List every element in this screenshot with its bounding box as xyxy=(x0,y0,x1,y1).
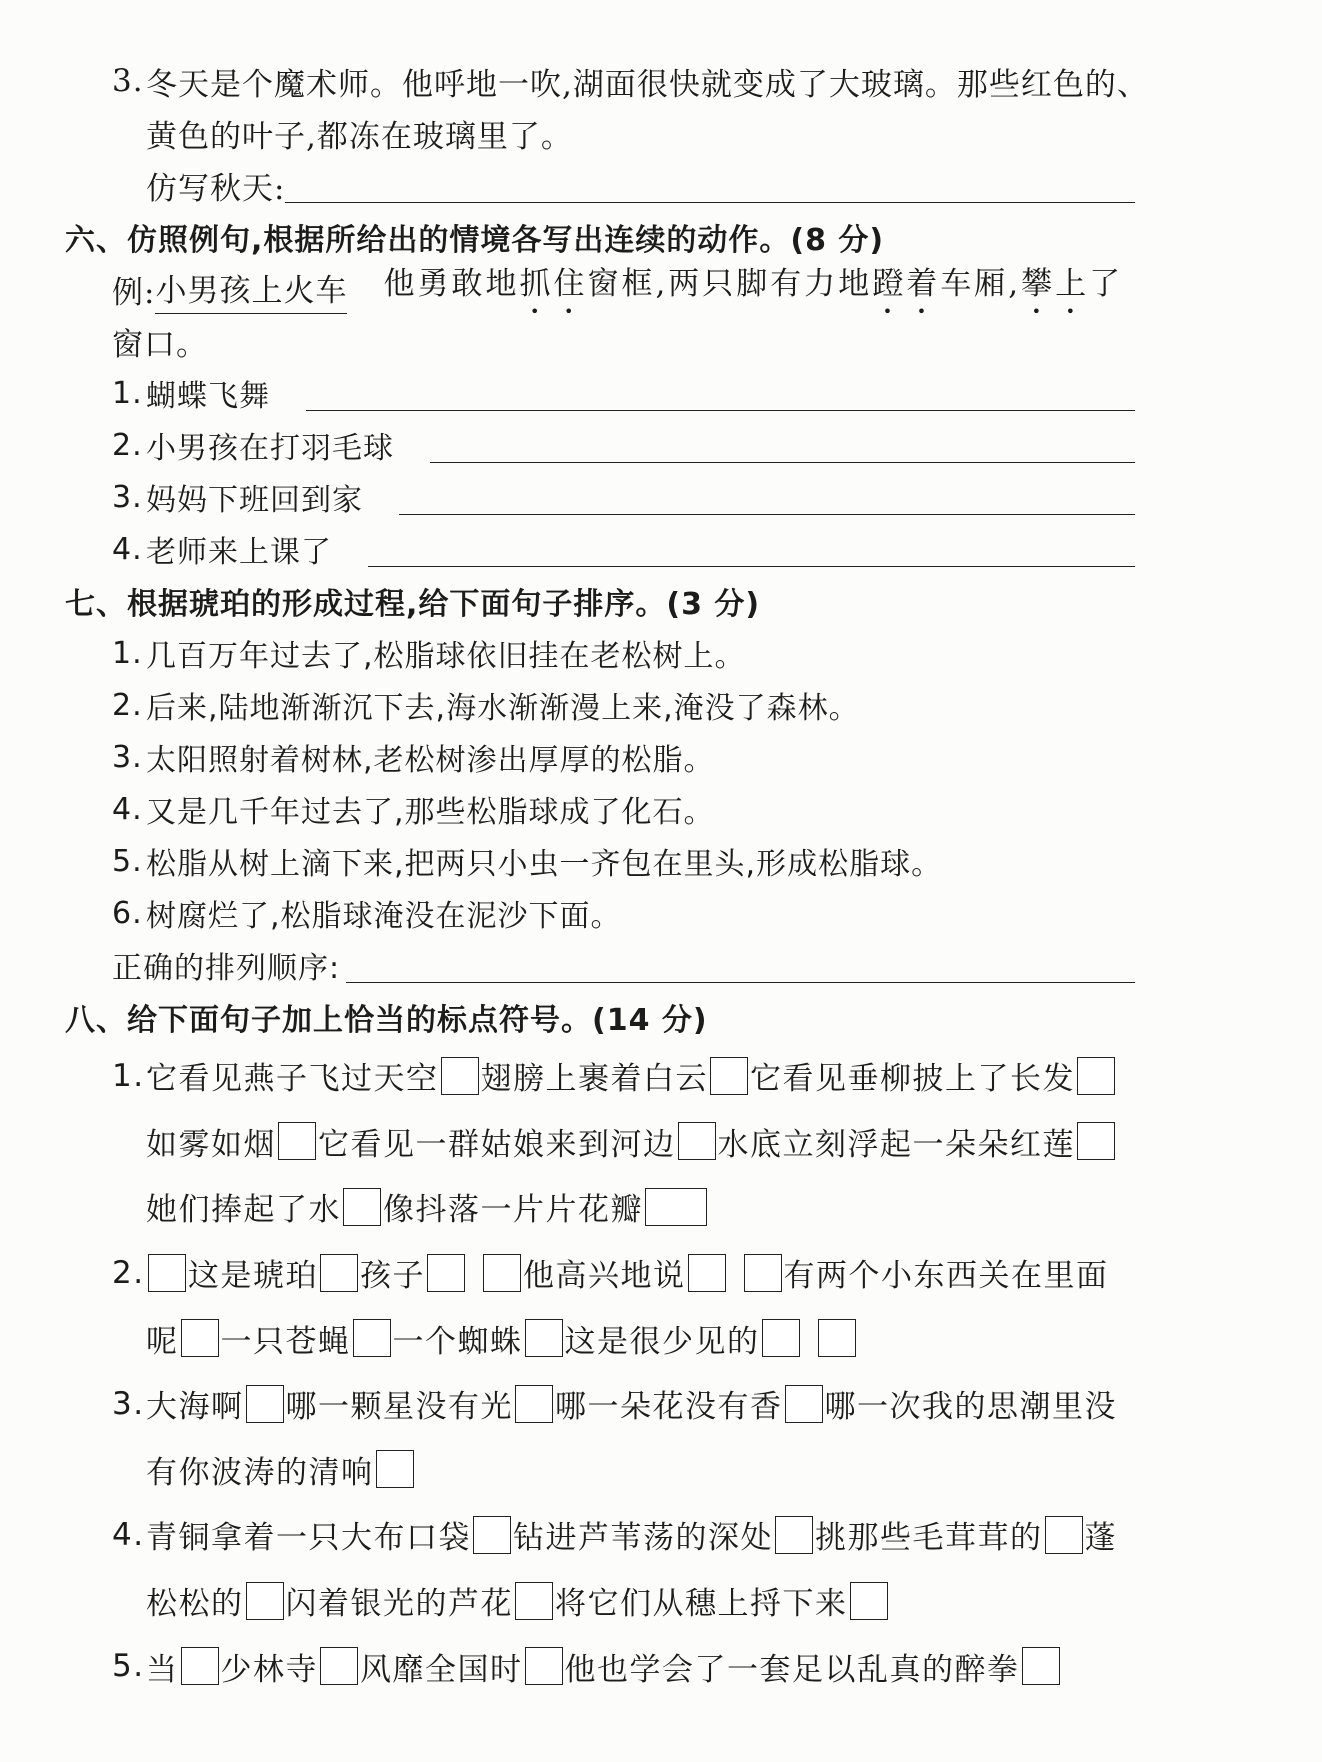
example-situation: 小男孩上火车 xyxy=(155,265,347,314)
question-text: 这是很少见的 xyxy=(564,1323,760,1360)
ordering-item xyxy=(0,679,1135,731)
punctuation-question-line xyxy=(0,1437,1220,1503)
punctuation-answer-box xyxy=(525,1647,563,1685)
item-number: 4. xyxy=(112,791,143,827)
answer-blank xyxy=(306,376,1135,411)
imitation-prompt: 仿写秋天: xyxy=(146,170,286,207)
example-text: 车厢, xyxy=(940,265,1022,302)
example-line xyxy=(0,263,1135,315)
ordering-item xyxy=(0,731,1135,783)
question-text: 水底立刻浮起一朵朵红莲 xyxy=(717,1126,1075,1163)
section-seven-title: 七、根据琥珀的形成过程,给下面句子排序。(3 分) xyxy=(65,587,761,622)
question-text: 它看见一群姑娘来到河边 xyxy=(318,1126,676,1163)
item-number: 5. xyxy=(112,843,143,879)
question-text: 如雾如烟 xyxy=(146,1126,276,1163)
punctuation-answer-box xyxy=(678,1122,716,1160)
situation-text: 蝴蝶飞舞 xyxy=(146,379,270,414)
item-number: 3. xyxy=(112,479,143,515)
answer-blank xyxy=(346,948,1135,983)
imitation-prompt-line xyxy=(0,159,1135,211)
item-number: 2. xyxy=(112,427,143,463)
punctuation-answer-box xyxy=(343,1188,381,1226)
item-number: 6. xyxy=(112,895,143,931)
punctuation-answer-box xyxy=(181,1319,219,1357)
emphasized-verb: 抓住 xyxy=(519,265,588,302)
ordering-sentence: 松脂从树上滴下来,把两只小虫一齐包在里头,形成松脂球。 xyxy=(146,847,943,882)
example-continuation-line xyxy=(0,315,1135,367)
punctuation-answer-box xyxy=(1022,1647,1060,1685)
question-text: 它看见垂柳披上了长发 xyxy=(750,1061,1075,1098)
item-number: 1. xyxy=(112,375,143,411)
situation-text: 老师来上课了 xyxy=(146,535,332,570)
question-text: 青铜拿着一只大布口袋 xyxy=(146,1520,471,1557)
question-text: 一个蜘蛛 xyxy=(392,1323,523,1360)
example-text: 窗框,两只脚有力地 xyxy=(587,265,873,302)
item-number: 2. xyxy=(112,1254,145,1291)
ordering-sentence: 后来,陆地渐渐沉下去,海水渐渐漫上来,淹没了森林。 xyxy=(146,691,860,726)
worksheet-content xyxy=(0,55,1149,1043)
punctuation-answer-box xyxy=(688,1254,726,1292)
punctuation-answer-box xyxy=(515,1582,553,1620)
punctuation-question-line xyxy=(0,1043,1220,1109)
ordering-item xyxy=(0,783,1135,835)
example-text: 他勇敢地 xyxy=(383,265,520,302)
item-number: 4. xyxy=(112,531,143,567)
question-text: 蓬 xyxy=(1084,1520,1117,1557)
punctuation-questions xyxy=(0,1043,1220,1699)
punctuation-question-line xyxy=(0,1371,1220,1437)
punctuation-answer-box xyxy=(762,1319,800,1357)
action-item xyxy=(0,471,1135,523)
punctuation-answer-box xyxy=(818,1319,856,1357)
section-title xyxy=(0,991,1135,1043)
item-number: 3. xyxy=(112,1385,145,1422)
punctuation-answer-box xyxy=(850,1582,888,1620)
answer-blank xyxy=(368,532,1135,567)
section-title xyxy=(0,211,1135,263)
question-text: 哪一朵花没有香 xyxy=(555,1389,783,1426)
question-text: 哪一颗星没有光 xyxy=(285,1389,513,1426)
question-text: 有你波涛的清响 xyxy=(146,1454,374,1491)
ordering-item xyxy=(0,627,1135,679)
question-text: 翅膀上裹着白云 xyxy=(480,1061,708,1098)
question-text: 哪一次我的思潮里没 xyxy=(824,1389,1117,1426)
punctuation-question-line xyxy=(0,1109,1220,1175)
question-text: 他高兴地说 xyxy=(523,1258,686,1295)
punctuation-answer-box xyxy=(246,1385,284,1423)
ordering-sentence: 几百万年过去了,松脂球依旧挂在老松树上。 xyxy=(146,639,746,674)
ordering-sentence: 树腐烂了,松脂球淹没在泥沙下面。 xyxy=(146,899,622,934)
ordering-sentence: 又是几千年过去了,那些松脂球成了化石。 xyxy=(146,795,715,830)
punctuation-answer-box xyxy=(483,1254,521,1292)
punctuation-answer-box xyxy=(744,1254,782,1292)
emphasized-verb: 蹬着 xyxy=(872,265,941,302)
question-text: 挑那些毛茸茸的 xyxy=(815,1520,1043,1557)
action-item xyxy=(0,523,1135,575)
punctuation-answer-box xyxy=(785,1385,823,1423)
section-six-title: 六、仿照例句,根据所给出的情境各写出连续的动作。(8 分) xyxy=(65,223,885,258)
answer-blank xyxy=(285,168,1135,203)
question-text: 它看见燕子飞过天空 xyxy=(146,1061,439,1098)
punctuation-answer-box xyxy=(376,1450,414,1488)
punctuation-answer-box xyxy=(148,1254,186,1292)
ordering-answer-line xyxy=(0,939,1135,991)
situation-text: 小男孩在打羽毛球 xyxy=(146,431,394,466)
section-eight-title: 八、给下面句子加上恰当的标点符号。(14 分) xyxy=(65,1003,708,1038)
answer-blank xyxy=(399,480,1135,515)
punctuation-answer-box xyxy=(1077,1122,1115,1160)
item-text-continuation xyxy=(0,107,1135,159)
punctuation-question-line xyxy=(0,1240,1220,1306)
answer-blank xyxy=(430,428,1135,463)
ordering-item xyxy=(0,887,1135,939)
question-text: 将它们从穗上捋下来 xyxy=(555,1586,848,1623)
punctuation-answer-box xyxy=(427,1254,465,1292)
punctuation-answer-box xyxy=(515,1385,553,1423)
example-sentence xyxy=(383,258,1123,321)
punctuation-answer-box xyxy=(441,1057,479,1095)
question-text: 风靡全国时 xyxy=(360,1651,523,1688)
punctuation-answer-box xyxy=(775,1516,813,1554)
example-label: 例: xyxy=(112,274,156,311)
punctuation-question-line xyxy=(0,1568,1220,1634)
ordering-answer-prompt: 正确的排列顺序: xyxy=(112,951,341,986)
question-text: 钻进芦苇荡的深处 xyxy=(513,1520,773,1557)
situation-text: 妈妈下班回到家 xyxy=(146,483,363,518)
action-item xyxy=(0,419,1135,471)
question-text: 孩子 xyxy=(360,1258,425,1295)
question-text: 少林寺 xyxy=(220,1651,318,1688)
question-text: 他也学会了一套足以乱真的醉拳 xyxy=(564,1651,1020,1688)
punctuation-answer-box xyxy=(710,1057,748,1095)
question-text: 呢 xyxy=(146,1323,179,1360)
item-text: 黄色的叶子,都冻在玻璃里了。 xyxy=(146,118,573,155)
punctuation-answer-box xyxy=(246,1582,284,1620)
punctuation-question-line xyxy=(0,1502,1220,1568)
punctuation-question-line xyxy=(0,1174,1220,1240)
punctuation-answer-box xyxy=(320,1647,358,1685)
question-text: 大海啊 xyxy=(146,1389,244,1426)
example-continuation: 窗口。 xyxy=(112,326,208,363)
punctuation-answer-box xyxy=(525,1319,563,1357)
punctuation-answer-box xyxy=(1077,1057,1115,1095)
punctuation-answer-box xyxy=(473,1516,511,1554)
item-number: 2. xyxy=(112,687,143,723)
item-number: 3. xyxy=(112,739,143,775)
punctuation-answer-box xyxy=(353,1319,391,1357)
sentence-item xyxy=(0,55,1149,107)
emphasized-verb: 攀上 xyxy=(1021,265,1090,302)
item-number: 1. xyxy=(112,635,143,671)
question-text: 这是琥珀 xyxy=(188,1258,318,1295)
punctuation-answer-box xyxy=(181,1647,219,1685)
question-text: 松松的 xyxy=(146,1586,244,1623)
section-title xyxy=(0,575,1135,627)
question-text: 当 xyxy=(146,1651,179,1688)
item-text: 冬天是个魔术师。他呼地一吹,湖面很快就变成了大玻璃。那些红色的、 xyxy=(146,66,1149,103)
punctuation-question-line xyxy=(0,1633,1220,1699)
item-number: 5. xyxy=(112,1648,145,1685)
punctuation-question-line xyxy=(0,1305,1220,1371)
item-number: 1. xyxy=(112,1057,145,1094)
example-text: 了 xyxy=(1089,265,1124,302)
ordering-item xyxy=(0,835,1135,887)
punctuation-answer-box xyxy=(1045,1516,1083,1554)
question-text: 闪着银光的芦花 xyxy=(285,1586,513,1623)
question-text: 像抖落一片片花瓣 xyxy=(383,1192,643,1229)
punctuation-answer-box xyxy=(278,1122,316,1160)
question-text: 有两个小东西关在里面 xyxy=(783,1258,1109,1295)
item-number: 4. xyxy=(112,1516,145,1553)
question-text: 一只苍蝇 xyxy=(220,1323,351,1360)
question-text: 她们捧起了水 xyxy=(146,1192,341,1229)
punctuation-answer-box xyxy=(320,1254,358,1292)
ordering-sentence: 太阳照射着树林,老松树渗出厚厚的松脂。 xyxy=(146,743,715,778)
punctuation-answer-box xyxy=(645,1188,707,1226)
action-item xyxy=(0,367,1135,419)
item-number: 3. xyxy=(112,63,144,99)
